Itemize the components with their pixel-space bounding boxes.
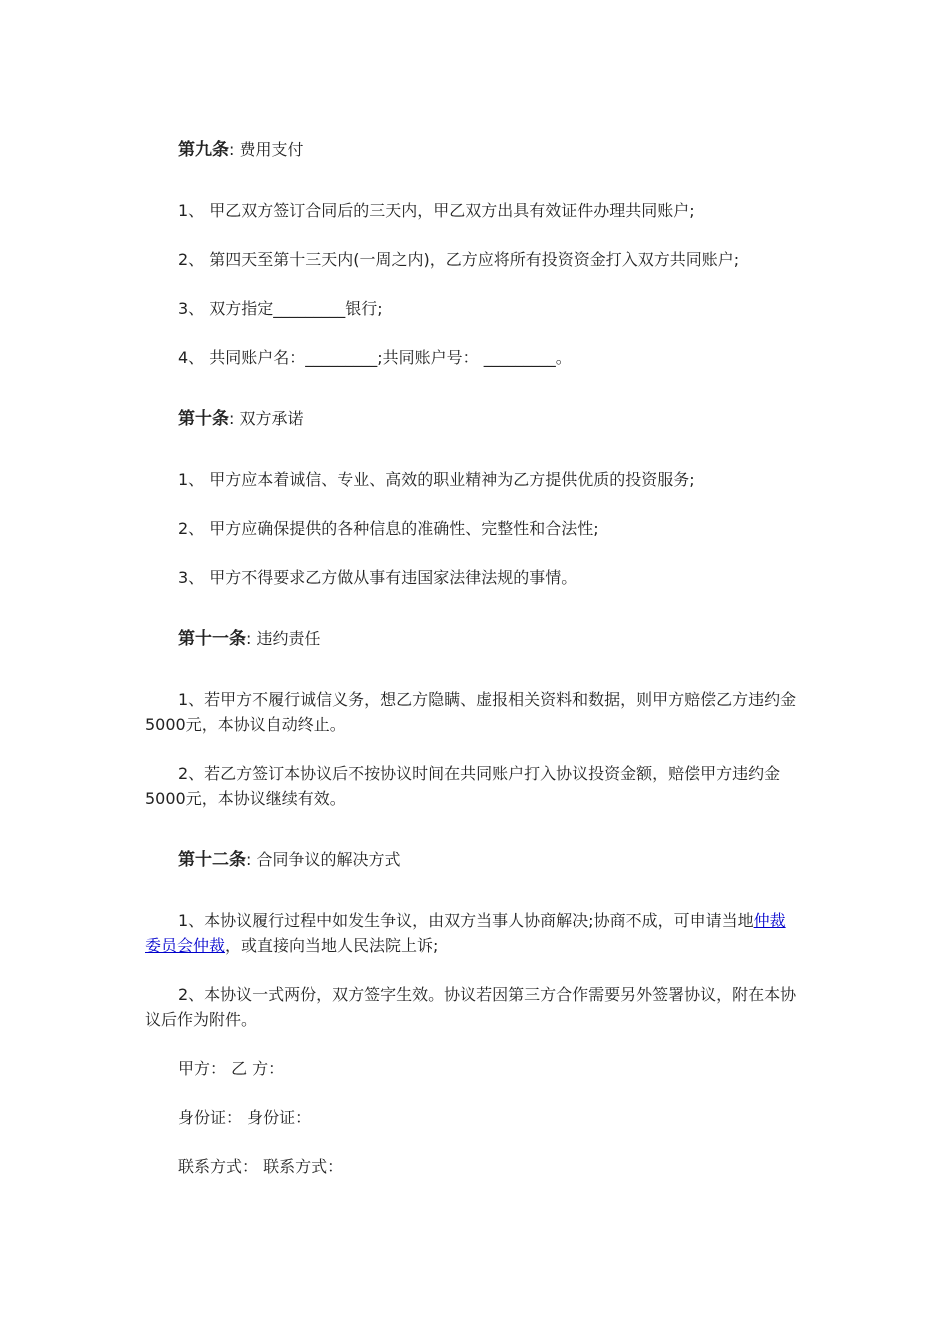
- paragraph-line: 2、本协议一式两份，双方签字生效。协议若因第三方合作需要另外签署协议，附在本协: [178, 985, 797, 1004]
- section-12-heading: [178, 849, 401, 871]
- section-title: 第九条: [178, 140, 229, 160]
- section-sep: :: [229, 140, 235, 159]
- section-9-heading: [178, 139, 304, 161]
- paragraph-text: ，或直接向当地人民法院上诉;: [225, 936, 439, 955]
- list-item: 4、 共同账户名：_________;共同账户号： _________。: [178, 348, 572, 367]
- list-item: 2、 甲方应确保提供的各种信息的准确性、完整性和合法性;: [178, 519, 599, 538]
- list-item: 3、 双方指定_________银行;: [178, 299, 383, 318]
- section-subtitle: 违约责任: [256, 629, 321, 648]
- arbitration-committee-link[interactable]: 委员会仲裁: [145, 936, 226, 955]
- list-item: 3、 甲方不得要求乙方做从事有违国家法律法规的事情。: [178, 568, 578, 587]
- section-subtitle: 双方承诺: [239, 409, 304, 428]
- section-subtitle: 合同争议的解决方式: [256, 850, 401, 869]
- paragraph-text: 1、本协议履行过程中如发生争议，由双方当事人协商解决;协商不成，可申请当地: [178, 911, 754, 930]
- paragraph-line: [178, 910, 786, 932]
- list-item: 1、 甲乙双方签订合同后的三天内，甲乙双方出具有效证件办理共同账户;: [178, 201, 695, 220]
- paragraph-line: 5000元，本协议自动终止。: [145, 715, 346, 734]
- paragraph-line: 5000元，本协议继续有效。: [145, 789, 346, 808]
- section-10-heading: [178, 408, 304, 430]
- paragraph-line: [145, 935, 438, 957]
- signature-id: 身份证： 身份证：: [178, 1108, 312, 1127]
- section-title: 第十一条: [178, 629, 246, 649]
- section-sep: :: [246, 629, 252, 648]
- signature-party: 甲方： 乙 方：: [178, 1059, 285, 1078]
- signature-contact: 联系方式： 联系方式：: [178, 1157, 344, 1176]
- section-sep: :: [246, 850, 252, 869]
- section-title: 第十二条: [178, 850, 246, 870]
- paragraph-line: 2、若乙方签订本协议后不按协议时间在共同账户打入协议投资金额，赔偿甲方违约金: [178, 764, 781, 783]
- list-item: 1、 甲方应本着诚信、专业、高效的职业精神为乙方提供优质的投资服务;: [178, 470, 695, 489]
- section-title: 第十条: [178, 409, 229, 429]
- section-sep: :: [229, 409, 235, 428]
- list-item: 2、 第四天至第十三天内(一周之内)，乙方应将所有投资资金打入双方共同账户;: [178, 250, 740, 269]
- paragraph-line: 1、若甲方不履行诚信义务，想乙方隐瞒、虚报相关资料和数据，则甲方赔偿乙方违约金: [178, 690, 797, 709]
- arbitration-link[interactable]: 仲裁: [753, 911, 786, 930]
- section-subtitle: 费用支付: [239, 140, 304, 159]
- paragraph-line: 议后作为附件。: [145, 1010, 258, 1029]
- section-11-heading: [178, 628, 321, 650]
